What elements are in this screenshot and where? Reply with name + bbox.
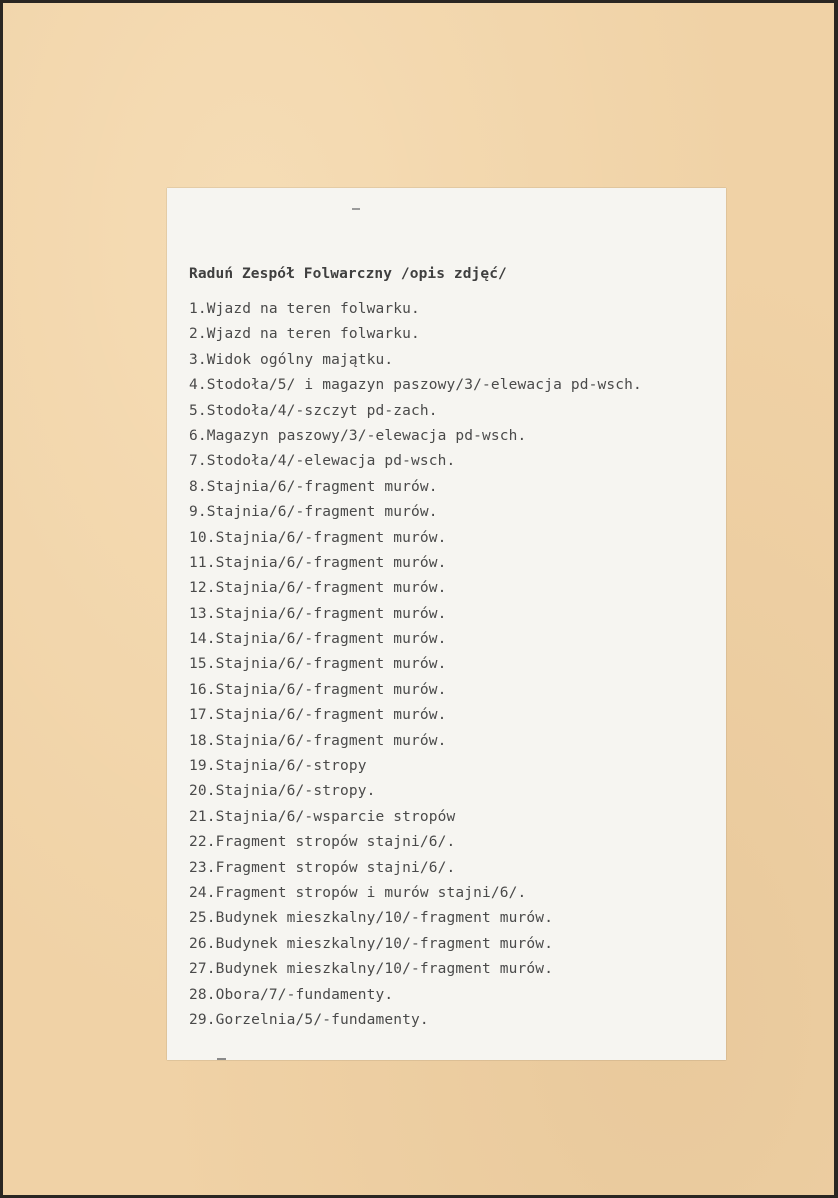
list-item: 21.Stajnia/6/-wsparcie stropów (189, 808, 456, 825)
list-item: 9.Stajnia/6/-fragment murów. (189, 504, 438, 521)
list-item: 3.Widok ogólny majątku. (189, 351, 394, 368)
list-item: 13.Stajnia/6/-fragment murów. (189, 605, 447, 622)
list-item: 14.Stajnia/6/-fragment murów. (189, 631, 447, 648)
list-item: 2.Wjazd na teren folwarku. (189, 326, 420, 343)
list-item: 5.Stodoła/4/-szczyt pd-zach. (189, 402, 438, 419)
list-item: 15.Stajnia/6/-fragment murów. (189, 656, 447, 673)
list-item: 24.Fragment stropów i murów stajni/6/. (189, 884, 527, 901)
list-item: 16.Stajnia/6/-fragment murów. (189, 681, 447, 698)
list-item: 11.Stajnia/6/-fragment murów. (189, 554, 447, 571)
list-item: 4.Stodoła/5/ i magazyn paszowy/3/-elewacja pd-wsch. (189, 377, 642, 394)
document-title: Raduń Zespół Folwarczny /opis zdjęć/ (189, 266, 507, 282)
paper-speck (352, 208, 360, 210)
list-item: 19.Stajnia/6/-stropy (189, 758, 367, 775)
photo-description-list (189, 297, 642, 1033)
list-item: 29.Gorzelnia/5/-fundamenty. (189, 1011, 429, 1028)
list-item: 27.Budynek mieszkalny/10/-fragment murów. (189, 961, 554, 978)
list-item: 6.Magazyn paszowy/3/-elewacja pd-wsch. (189, 427, 527, 444)
list-item: 22.Fragment stropów stajni/6/. (189, 834, 456, 851)
list-item: 26.Budynek mieszkalny/10/-fragment murów. (189, 935, 554, 952)
list-item: 17.Stajnia/6/-fragment murów. (189, 707, 447, 724)
list-item: 23.Fragment stropów stajni/6/. (189, 859, 456, 876)
list-item: 1.Wjazd na teren folwarku. (189, 301, 420, 317)
list-item: 8.Stajnia/6/-fragment murów. (189, 478, 438, 495)
list-item: 7.Stodoła/4/-elewacja pd-wsch. (189, 453, 456, 470)
typed-sheet (167, 188, 726, 1060)
list-item: 20.Stajnia/6/-stropy. (189, 783, 376, 800)
list-item: 25.Budynek mieszkalny/10/-fragment murów. (189, 910, 554, 927)
list-item: 28.Obora/7/-fundamenty. (189, 986, 394, 1003)
list-item: 18.Stajnia/6/-fragment murów. (189, 732, 447, 749)
paper-speck (217, 1058, 226, 1060)
list-item: 12.Stajnia/6/-fragment murów. (189, 580, 447, 597)
cardboard-mount (3, 3, 834, 1195)
list-item: 10.Stajnia/6/-fragment murów. (189, 529, 447, 546)
